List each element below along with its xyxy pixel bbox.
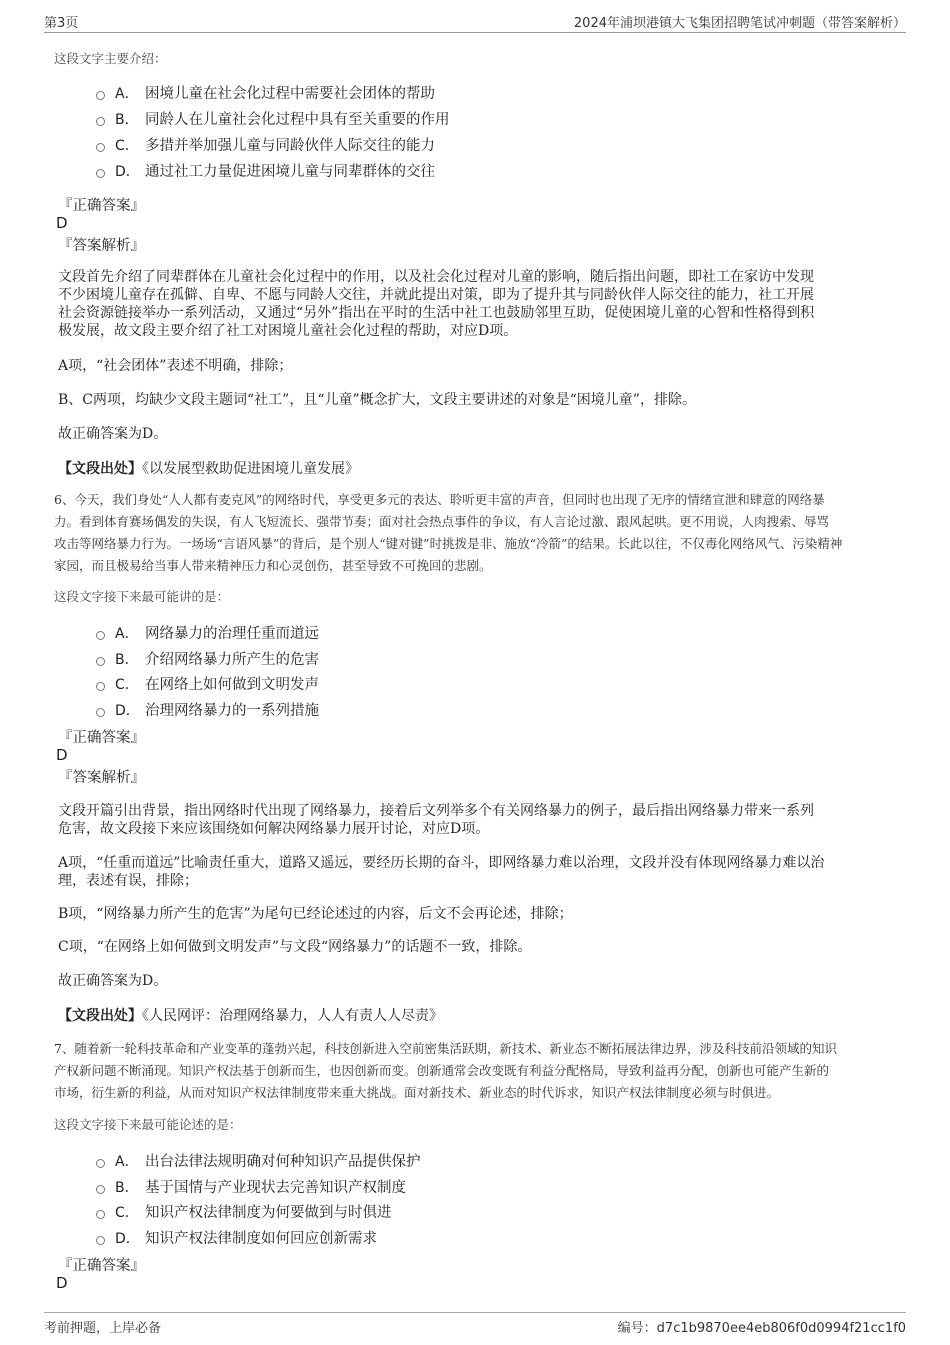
radio-icon[interactable] <box>96 1236 105 1245</box>
note-line: 理，表述有误，排除； <box>58 873 198 889</box>
page-header <box>44 10 906 33</box>
source-label: 【文段出处】 <box>58 461 142 477</box>
option-letter: B． <box>115 111 139 128</box>
option-letter: D． <box>115 1230 140 1247</box>
radio-icon[interactable] <box>96 1210 105 1219</box>
q7-option-d[interactable] <box>96 1227 377 1248</box>
document-code: 编号：d7c1b9870ee4eb806f0d0994f21cc1f0 <box>617 1320 906 1336</box>
option-text: 通过社工力量促进困境儿童与同辈群体的交往 <box>145 164 435 180</box>
q6-prompt: 这段文字接下来最可能讲的是： <box>54 589 230 604</box>
page-number: 第3页 <box>44 15 79 31</box>
option-letter: D． <box>115 163 140 180</box>
radio-icon[interactable] <box>96 631 105 640</box>
option-text: 知识产权法律制度为何要做到与时俱进 <box>145 1205 392 1221</box>
option-letter: A． <box>115 625 139 642</box>
option-text: 基于国情与产业现状去完善知识产权制度 <box>145 1180 406 1196</box>
radio-icon[interactable] <box>96 1185 105 1194</box>
q5-option-c[interactable] <box>96 134 435 155</box>
q6-answer-label: 『正确答案』 <box>58 730 145 746</box>
option-text: 介绍网络暴力所产生的危害 <box>145 652 319 668</box>
q5-option-d[interactable] <box>96 160 435 181</box>
q7-option-b[interactable] <box>96 1176 406 1197</box>
page-footer <box>44 1312 906 1339</box>
q6-answer: D <box>56 746 68 764</box>
q7-option-a[interactable] <box>96 1150 421 1171</box>
question-line: 产权新问题不断涌现。知识产权法基于创新而生，也因创新而变。创新通常会改变既有利益分配格局，导致利益再分配，创新也可能产生新的 <box>54 1063 830 1078</box>
q7-question-text <box>54 1038 894 1104</box>
q5-note-a: A项，“社会团体”表述不明确，排除； <box>58 358 293 374</box>
footer-slogan: 考前押题，上岸必备 <box>44 1320 162 1336</box>
source-title: 《人民网评：治理网络暴力，人人有责人人尽责》 <box>142 1008 443 1024</box>
radio-icon[interactable] <box>96 143 105 152</box>
q6-option-c[interactable] <box>96 673 319 694</box>
option-letter: B． <box>115 1179 139 1196</box>
question-line: 6、今天，我们身处“人人都有麦克风”的网络时代，享受更多元的表达、聆听更丰富的声音，但同时也出现了无序的情绪宣泄和肆意的网络暴 <box>54 492 825 507</box>
option-text: 困境儿童在社会化过程中需要社会团体的帮助 <box>145 86 435 102</box>
q6-source <box>58 1005 443 1025</box>
q6-option-b[interactable] <box>96 648 319 669</box>
q5-option-b[interactable] <box>96 108 450 129</box>
q5-conclusion: 故正确答案为D。 <box>58 426 168 442</box>
option-letter: C． <box>115 137 139 154</box>
option-text: 多措并举加强儿童与同龄伙伴人际交往的能力 <box>145 138 435 154</box>
radio-icon[interactable] <box>96 91 105 100</box>
question-line: 市场，衍生新的利益，从而对知识产权法律制度带来重大挑战。面对新技术、新业态的时代诉求，知识产权法律制度必须与时俱进。 <box>54 1085 780 1100</box>
q6-note-c: C项，“在网络上如何做到文明发声”与文段“网络暴力”的话题不一致，排除。 <box>58 939 532 955</box>
radio-icon[interactable] <box>96 1159 105 1168</box>
option-text: 知识产权法律制度如何回应创新需求 <box>145 1231 377 1247</box>
radio-icon[interactable] <box>96 117 105 126</box>
q7-option-c[interactable] <box>96 1201 392 1222</box>
radio-icon[interactable] <box>96 682 105 691</box>
option-letter: A． <box>115 85 139 102</box>
option-text: 出台法律法规明确对何种知识产品提供保护 <box>145 1154 421 1170</box>
q6-option-a[interactable] <box>96 622 319 643</box>
option-letter: C． <box>115 1204 139 1221</box>
q5-answer: D <box>56 214 68 232</box>
q6-analysis-label: 『答案解析』 <box>58 770 145 786</box>
q5-source <box>58 458 359 478</box>
analysis-line: 极发展，故文段主要介绍了社工对困境儿童社会化过程的帮助，对应D项。 <box>58 323 518 339</box>
question-line: 家园，而且极易给当事人带来精神压力和心灵创伤，甚至导致不可挽回的悲剧。 <box>54 558 492 573</box>
option-letter: B． <box>115 651 139 668</box>
q5-analysis-label: 『答案解析』 <box>58 238 145 254</box>
radio-icon[interactable] <box>96 708 105 717</box>
question-line: 7、随着新一轮科技革命和产业变革的蓬勃兴起，科技创新进入空前密集活跃期，新技术、新业态不断拓展法律边界，涉及科技前沿领域的知识 <box>54 1041 837 1056</box>
q6-option-d[interactable] <box>96 699 319 720</box>
analysis-line: 危害，故文段接下来应该围绕如何解决网络暴力展开讨论，对应D项。 <box>58 821 490 837</box>
q5-analysis <box>58 268 888 340</box>
q6-question-text <box>54 489 894 577</box>
radio-icon[interactable] <box>96 657 105 666</box>
q6-note-b: B项，“网络暴力所产生的危害”为尾句已经论述过的内容，后文不会再论述，排除； <box>58 906 573 922</box>
option-letter: C． <box>115 676 139 693</box>
q6-analysis <box>58 802 888 838</box>
q5-note-bc: B、C两项，均缺少文段主题词“社工”，且“儿童”概念扩大，文段主要讲述的对象是“困境儿童”，排除。 <box>58 392 696 408</box>
q5-option-a[interactable] <box>96 82 435 103</box>
q7-answer: D <box>56 1274 68 1292</box>
option-text: 网络暴力的治理任重而道远 <box>145 626 319 642</box>
q5-prompt: 这段文字主要介绍： <box>54 51 167 66</box>
question-line: 攻击等网络暴力行为。一场场“言语风暴”的背后，是个别人“键对键”时挑拨是非、施放“冷箭”的结果。长此以往，不仅毒化网络风气、污染精神 <box>54 536 843 551</box>
q7-answer-label: 『正确答案』 <box>58 1258 145 1274</box>
q7-prompt: 这段文字接下来最可能论述的是： <box>54 1117 242 1132</box>
analysis-line: 文段开篇引出背景，指出网络时代出现了网络暴力，接着后文列举多个有关网络暴力的例子，最后指出网络暴力带来一系列 <box>58 803 814 819</box>
analysis-line: 文段首先介绍了同辈群体在儿童社会化过程中的作用，以及社会化过程对儿童的影响，随后指出问题，即社工在家访中发现 <box>58 269 814 285</box>
document-title: 2024年浦坝港镇大飞集团招聘笔试冲刺题（带答案解析） <box>573 15 906 31</box>
question-line: 力。看到体育赛场偶发的失误，有人飞短流长、强带节奏；面对社会热点事件的争议，有人言论过激、跟风起哄。更不用说，人肉搜索、辱骂 <box>54 514 830 529</box>
analysis-line: 不少困境儿童存在孤僻、自卑、不愿与同龄人交往，并就此提出对策，即为了提升其与同龄伙伴人际交往的能力，社工开展 <box>58 287 814 303</box>
q6-note-a <box>58 854 888 890</box>
option-text: 治理网络暴力的一系列措施 <box>145 703 319 719</box>
q6-conclusion: 故正确答案为D。 <box>58 973 168 989</box>
source-title: 《以发展型救助促进困境儿童发展》 <box>142 461 359 477</box>
analysis-line: 社会资源链接举办一系列活动，又通过“另外”指出在平时的生活中社工也鼓励邻里互助，促使困境儿童的心智和性格得到积 <box>58 305 815 321</box>
option-text: 在网络上如何做到文明发声 <box>145 677 319 693</box>
source-label: 【文段出处】 <box>58 1008 142 1024</box>
note-line: A项，“任重而道远”比喻责任重大，道路又遥远，要经历长期的奋斗，即网络暴力难以治理，文段并没有体现网络暴力难以治 <box>58 855 825 871</box>
q5-answer-label: 『正确答案』 <box>58 198 145 214</box>
radio-icon[interactable] <box>96 169 105 178</box>
option-text: 同龄人在儿童社会化过程中具有至关重要的作用 <box>145 112 450 128</box>
option-letter: D． <box>115 702 140 719</box>
option-letter: A． <box>115 1153 139 1170</box>
